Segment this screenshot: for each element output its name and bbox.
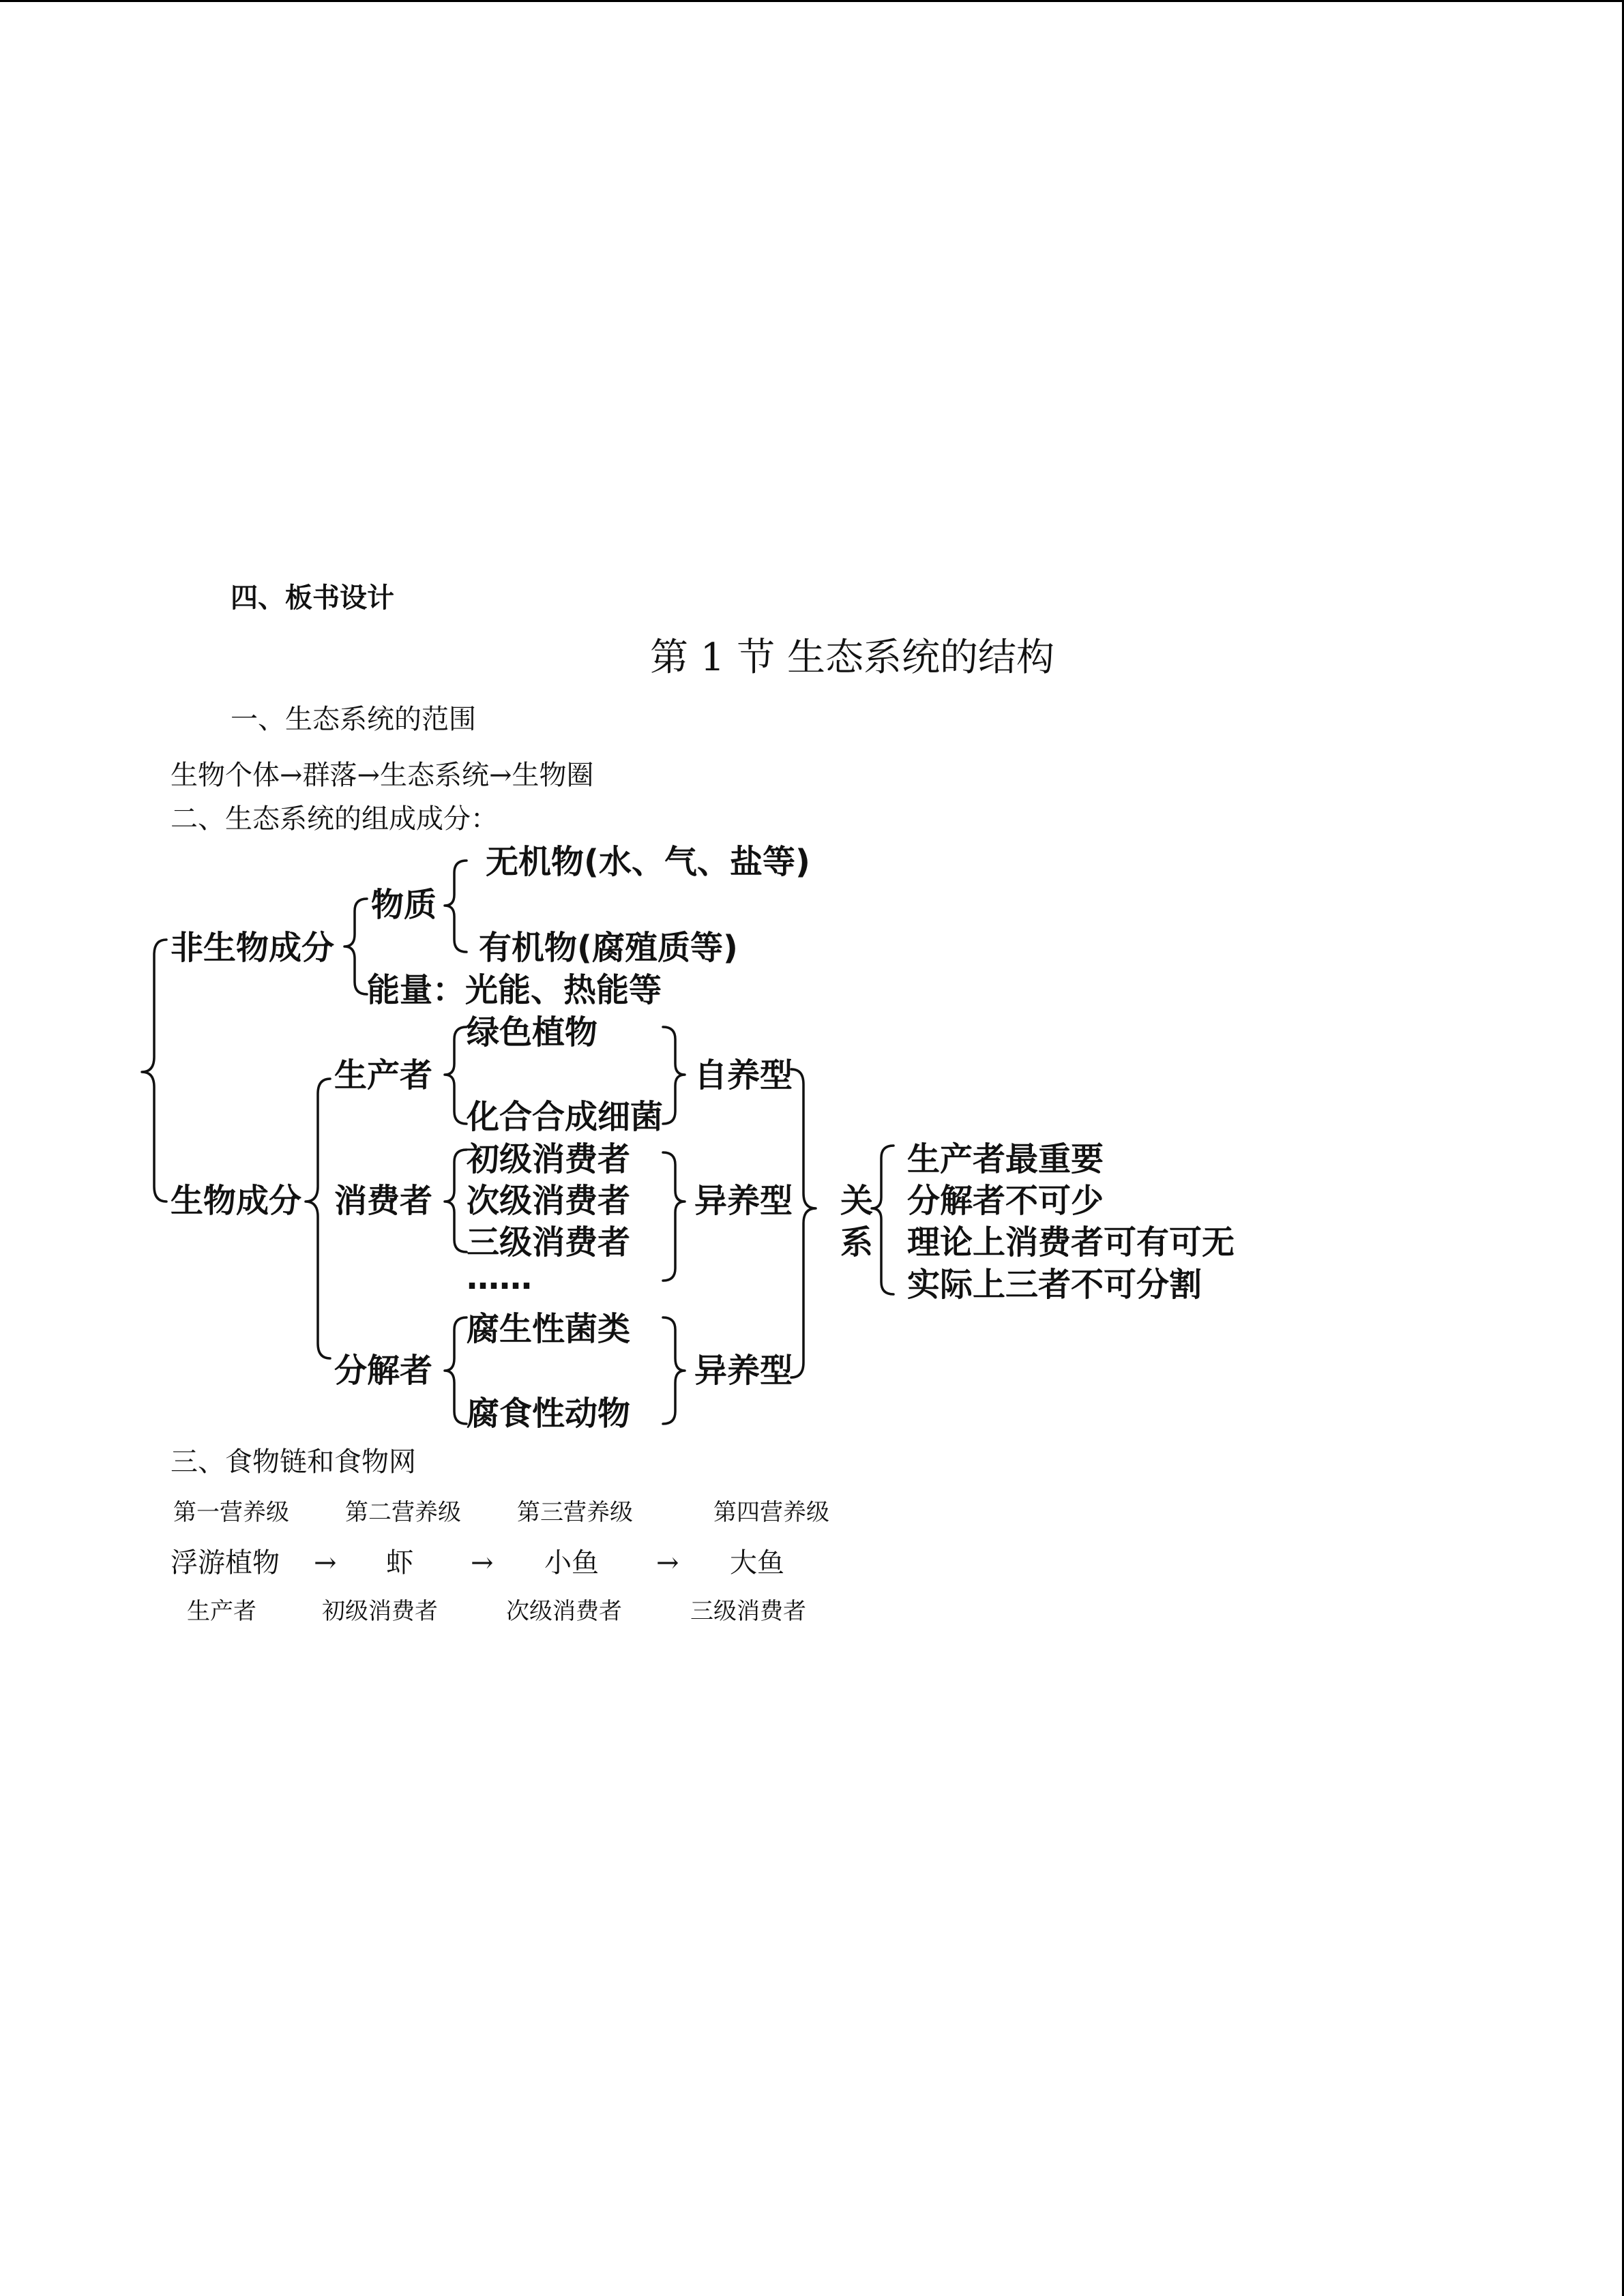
- trophic-level-1: 第一营养级: [173, 1499, 289, 1526]
- brace-nonliving: [344, 899, 367, 994]
- chain-shrimp: 虾: [386, 1547, 413, 1579]
- page-title: 第 1 节 生态系统的结构: [650, 636, 1055, 680]
- nonliving-label: 非生物成分: [171, 929, 335, 967]
- chain-arrow-1: →: [314, 1547, 337, 1579]
- relation-item-1: 生产者最重要: [907, 1140, 1104, 1178]
- brace-types: [791, 1069, 816, 1377]
- brace-consumer-right: [663, 1152, 685, 1281]
- brace-components: [142, 940, 166, 1202]
- trophic-level-2: 第二营养级: [345, 1499, 461, 1526]
- brace-consumer: [445, 1150, 467, 1252]
- autotroph-label: 自养型: [694, 1056, 793, 1094]
- scope-sequence: 生物个体→群落→生态系统→生物圈: [171, 760, 594, 791]
- consumer-heterotroph-label: 异养型: [694, 1182, 793, 1220]
- brace-producer: [445, 1027, 467, 1124]
- consumer-item-secondary: 次级消费者: [467, 1182, 631, 1220]
- relation-item-2: 分解者不可少: [907, 1182, 1104, 1220]
- decomposer-label: 分解者: [334, 1352, 433, 1390]
- brace-matter: [445, 861, 467, 952]
- part2-heading: 二、生态系统的组成成分：: [171, 803, 498, 835]
- chain-arrow-3: →: [656, 1547, 679, 1579]
- energy-label: 能量：光能、热能等: [367, 971, 662, 1009]
- consumer-label: 消费者: [334, 1182, 433, 1220]
- consumer-item-primary: 初级消费者: [467, 1140, 631, 1178]
- trophic-level-3: 第三营养级: [517, 1499, 633, 1526]
- matter-label: 物质: [371, 886, 437, 924]
- chain-big-fish: 大鱼: [730, 1547, 784, 1579]
- brace-producer-right: [663, 1027, 685, 1124]
- producer-item-chemosynthetic-bacteria: 化合合成细菌: [467, 1098, 664, 1136]
- inorganic-matter: 无机物(水、气、盐等): [486, 843, 810, 881]
- organic-matter: 有机物(腐殖质等): [479, 929, 738, 967]
- part1-heading: 一、生态系统的范围: [231, 704, 476, 735]
- role-secondary-consumer: 次级消费者: [506, 1598, 622, 1625]
- role-producer: 生产者: [187, 1598, 256, 1625]
- decomposer-item-saprophytic-fungi: 腐生性菌类: [467, 1310, 631, 1348]
- chain-small-fish: 小鱼: [544, 1547, 599, 1579]
- trophic-level-4: 第四营养级: [713, 1499, 829, 1526]
- relation-label-1: 关: [840, 1182, 874, 1220]
- producer-label: 生产者: [334, 1056, 433, 1094]
- producer-item-green-plants: 绿色植物: [467, 1013, 598, 1052]
- consumer-item-ellipsis: ……: [467, 1259, 532, 1297]
- brace-living: [306, 1079, 330, 1358]
- relation-item-3: 理论上消费者可有可无: [907, 1223, 1235, 1262]
- living-label: 生物成分: [171, 1182, 302, 1220]
- relation-label-2: 系: [840, 1223, 874, 1262]
- role-tertiary-consumer: 三级消费者: [690, 1598, 806, 1625]
- brace-decomposer: [445, 1317, 467, 1424]
- brace-decomposer-right: [663, 1317, 685, 1424]
- decomposer-heterotroph-label: 异养型: [694, 1352, 793, 1390]
- decomposer-item-detritivores: 腐食性动物: [467, 1395, 631, 1433]
- chain-plankton: 浮游植物: [171, 1547, 280, 1579]
- role-primary-consumer: 初级消费者: [322, 1598, 438, 1625]
- consumer-item-tertiary: 三级消费者: [467, 1223, 631, 1262]
- relation-item-4: 实际上三者不可分割: [907, 1266, 1202, 1304]
- part3-heading: 三、食物链和食物网: [171, 1446, 416, 1478]
- section-heading: 四、板书设计: [231, 582, 394, 614]
- chain-arrow-2: →: [471, 1547, 494, 1579]
- brace-relation: [872, 1146, 894, 1294]
